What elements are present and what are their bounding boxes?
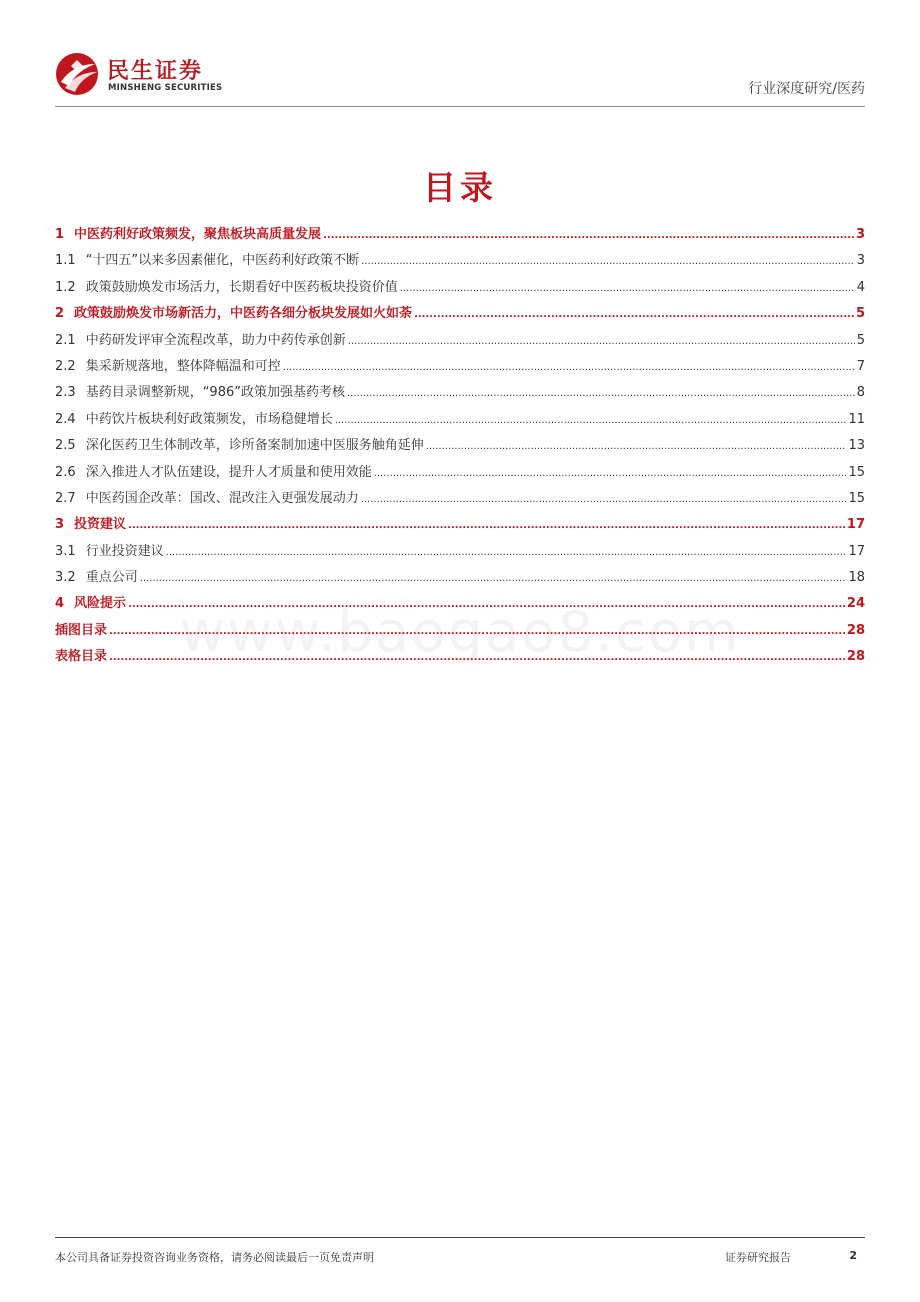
toc-entry-title: 政策鼓励焕发市场新活力，中医药各细分板块发展如火如荼 <box>74 306 413 322</box>
toc-entry[interactable] <box>55 460 865 486</box>
toc-entry-number: 2 <box>55 306 65 322</box>
toc-entry-page: 3 <box>856 253 865 269</box>
toc-leader-dots <box>166 540 847 566</box>
toc-entry[interactable] <box>55 275 865 301</box>
toc-entry-number: 2.6 <box>55 464 76 480</box>
toc-entry-title: “十四五”以来多因素催化，中医药利好政策不断 <box>85 253 360 269</box>
toc-leader-dots <box>374 461 847 487</box>
toc-leader-dots <box>128 513 845 539</box>
toc-leader-dots <box>128 592 845 618</box>
toc-entry-page: 13 <box>848 438 865 454</box>
toc-entry[interactable] <box>55 433 865 459</box>
toc-entry-title: 表格目录 <box>55 649 108 665</box>
toc-leader-dots <box>361 487 847 513</box>
toc-entry[interactable] <box>55 354 865 380</box>
toc-entry-page: 17 <box>848 543 865 559</box>
footer-report-type: 证券研究报告 <box>725 1251 791 1264</box>
toc-leader-dots <box>426 434 847 460</box>
toc-leader-dots <box>140 566 847 592</box>
watermark: www.baogao8.com <box>179 600 741 665</box>
toc-entry-number: 1.1 <box>55 253 76 269</box>
page-number: 2 <box>849 1249 857 1262</box>
toc-entry[interactable] <box>55 486 865 512</box>
toc-leader-dots <box>348 329 855 355</box>
toc-entry-title: 插图目录 <box>55 622 108 638</box>
toc-entry-page: 24 <box>846 596 865 612</box>
page-footer <box>55 1237 865 1268</box>
brand-name-cn: 民生证券 <box>107 59 204 84</box>
toc-entry-page: 15 <box>848 464 865 480</box>
toc-leader-dots <box>335 408 847 434</box>
toc-entry[interactable] <box>55 301 865 327</box>
toc-entry-page: 28 <box>846 649 865 665</box>
toc-entry-number: 2.2 <box>55 358 76 374</box>
toc-leader-dots <box>414 302 854 328</box>
toc-entry-title: 重点公司 <box>85 570 138 586</box>
toc-entry-page: 8 <box>856 385 865 401</box>
toc-entry-page: 15 <box>848 490 865 506</box>
toc-entry-page: 18 <box>848 570 865 586</box>
toc-entry[interactable] <box>55 565 865 591</box>
toc-leader-dots <box>323 223 854 249</box>
toc-leader-dots <box>283 355 855 381</box>
toc-entry[interactable] <box>55 591 865 617</box>
page-title: 目录 <box>423 168 497 207</box>
minsheng-logo-icon <box>55 52 99 96</box>
toc-entry-number: 1 <box>55 227 65 242</box>
brand-name-en: MINSHENG SECURITIES <box>108 83 223 93</box>
toc-entry[interactable] <box>55 248 865 274</box>
report-category: 行业深度研究/医药 <box>748 81 865 97</box>
toc-entry-title: 行业投资建议 <box>85 543 164 559</box>
toc-entry-number: 3.2 <box>55 570 76 586</box>
page-header <box>55 48 865 107</box>
toc-entry[interactable] <box>55 328 865 354</box>
toc-entry-number: 2.3 <box>55 385 76 401</box>
toc-entry-title: 风险提示 <box>74 596 127 612</box>
toc-leader-dots <box>109 619 845 645</box>
toc-entry-title: 基药目录调整新规，“986”政策加强基药考核 <box>85 385 345 401</box>
toc-entry-page: 3 <box>855 227 865 242</box>
toc-entry[interactable] <box>55 380 865 406</box>
toc-entry[interactable] <box>55 512 865 538</box>
toc-entry[interactable] <box>55 222 865 248</box>
brand-logo <box>55 52 255 100</box>
toc-entry[interactable] <box>55 618 865 644</box>
toc-entry-number: 3 <box>55 517 65 533</box>
toc-entry-title: 深入推进人才队伍建设，提升人才质量和使用效能 <box>85 464 372 480</box>
toc-entry-page: 17 <box>846 517 865 533</box>
toc-entry-number: 3.1 <box>55 543 76 559</box>
toc-entry-number: 1.2 <box>55 279 76 295</box>
toc-entry-title: 集采新规落地，整体降幅温和可控 <box>85 358 281 374</box>
toc-entry-page: 7 <box>856 358 865 374</box>
toc-entry[interactable] <box>55 407 865 433</box>
toc-entry-title: 投资建议 <box>74 517 127 533</box>
toc-entry-title: 中药研发评审全流程改革，助力中药传承创新 <box>85 332 346 348</box>
toc-entry-title: 中医药国企改革：国改、混改注入更强发展动力 <box>85 490 359 506</box>
toc-entry-title: 深化医药卫生体制改革，诊所备案制加速中医服务触角延伸 <box>85 438 424 454</box>
toc-leader-dots <box>400 276 855 302</box>
toc-leader-dots <box>361 249 855 275</box>
toc-entry-page: 5 <box>856 332 865 348</box>
toc-entry-title: 政策鼓励焕发市场活力，长期看好中医药板块投资价值 <box>85 279 398 295</box>
toc-leader-dots <box>347 381 855 407</box>
table-of-contents <box>55 222 865 671</box>
toc-entry-number: 2.4 <box>55 411 76 427</box>
footer-disclaimer: 本公司具备证券投资咨询业务资格，请务必阅读最后一页免责声明 <box>55 1251 374 1264</box>
toc-entry[interactable] <box>55 539 865 565</box>
toc-entry-page: 28 <box>846 622 865 638</box>
toc-entry-number: 4 <box>55 596 65 612</box>
toc-leader-dots <box>109 645 845 671</box>
toc-entry-title: 中药饮片板块利好政策频发，市场稳健增长 <box>85 411 333 427</box>
toc-entry-page: 11 <box>848 411 865 427</box>
toc-entry-number: 2.7 <box>55 490 76 506</box>
toc-entry-page: 4 <box>856 279 865 295</box>
toc-entry-number: 2.5 <box>55 438 76 454</box>
toc-entry-page: 5 <box>855 306 865 322</box>
toc-entry-number: 2.1 <box>55 332 76 348</box>
toc-entry-title: 中医药利好政策频发，聚焦板块高质量发展 <box>74 227 322 242</box>
toc-entry[interactable] <box>55 644 865 670</box>
